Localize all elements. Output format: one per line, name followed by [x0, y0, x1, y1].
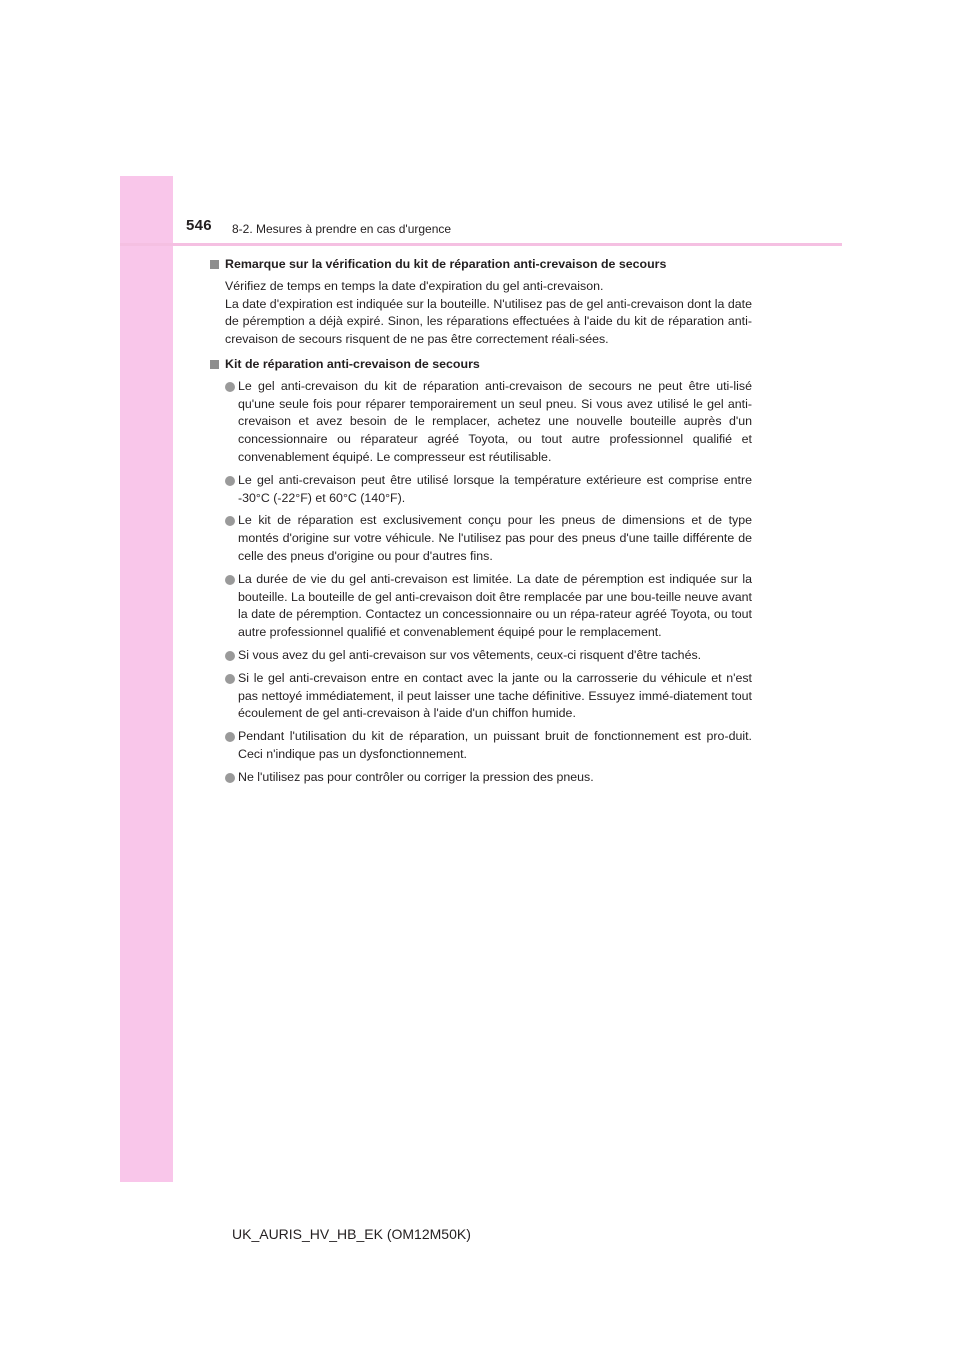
list-item [210, 670, 752, 723]
round-bullet-icon [225, 516, 235, 526]
round-bullet-icon [225, 575, 235, 585]
list-item-text: Si le gel anti-crevaison entre en contact avec la jante ou la carrosserie du véhicule et n'est pas nettoyé immédiatement, il peut laisser une tache définitive. Essuyez immé-diatement tout écoulement de gel anti-crevaison à l'aide d'un chiffon humide. [238, 670, 752, 721]
round-bullet-icon [225, 382, 235, 392]
bullet-list [210, 378, 752, 787]
paragraph-line: La date d'expiration est indiquée sur la bouteille. N'utilisez pas de gel anti-crevaison dont la date de péremption a déjà expiré. Sinon, les réparations effectuées à l'aide du kit de réparation anti-crevaison de secours risquent de ne pas être correctement réali-sées. [225, 296, 752, 347]
list-item-text: Pendant l'utilisation du kit de réparation, un puissant bruit de fonctionnement est pro-duit. Ceci n'indique pas un dysfonctionnement. [238, 729, 752, 761]
list-item [210, 571, 752, 642]
side-tab-bar [120, 176, 173, 1182]
list-item [210, 512, 752, 565]
round-bullet-icon [225, 732, 235, 742]
round-bullet-icon [225, 651, 235, 661]
list-item-text: Ne l'utilisez pas pour contrôler ou corriger la pression des pneus. [238, 769, 594, 784]
list-item-text: Le gel anti-crevaison peut être utilisé lorsque la température extérieure est comprise entre -30°C (-22°F) et 60°C (140°F). [238, 472, 752, 505]
list-item [210, 472, 752, 508]
square-bullet-icon [210, 260, 219, 269]
header-divider [120, 243, 842, 246]
round-bullet-icon [225, 773, 235, 783]
list-item [210, 647, 752, 665]
page-content [210, 256, 752, 794]
section-spare-kit [210, 356, 752, 787]
section-spare-kit-check [210, 256, 752, 349]
model-code-footer: UK_AURIS_HV_HB_EK (OM12M50K) [232, 1226, 471, 1242]
section-title: 8-2. Mesures à prendre en cas d'urgence [232, 222, 452, 236]
section-heading [210, 356, 752, 374]
paragraph-line: Vérifiez de temps en temps la date d'expiration du gel anti-crevaison. [225, 278, 604, 293]
list-item-text: La durée de vie du gel anti-crevaison est limitée. La date de péremption est indiquée sur la bouteille. La bouteille de gel anti-crevaison doit être remplacée par une bou-teille neuve avant la date de péremption. Contactez un concessionnaire ou un répa-rateur agréé Toyota, ou tout autre professionnel qualifié et convenablement équipé pour le remplacement. [238, 571, 752, 640]
round-bullet-icon [225, 476, 235, 486]
page-number: 546 [186, 217, 212, 234]
section-heading-text: Kit de réparation anti-crevaison de secours [225, 356, 480, 371]
section-heading [210, 256, 752, 274]
list-item-text: Le gel anti-crevaison du kit de réparation anti-crevaison de secours ne peut être uti-lisé qu'une seule fois pour réparer temporairement un seul pneu. Si vous avez utilisé le gel anti-crevaison et avez besoin de le remplacer, achetez une nouvelle bouteille auprès d'un concessionnaire ou réparateur agréé Toyota, ou tout autre professionnel qualifié et convenablement équipé. Le compresseur est réutilisable. [238, 378, 752, 464]
round-bullet-icon [225, 674, 235, 684]
list-item [210, 378, 752, 467]
list-item-text: Si vous avez du gel anti-crevaison sur vos vêtements, ceux-ci risquent d'être tachés. [238, 647, 702, 662]
section-heading-text: Remarque sur la vérification du kit de réparation anti-crevaison de secours [225, 257, 667, 271]
section-paragraph [210, 278, 752, 349]
list-item-text: Le kit de réparation est exclusivement conçu pour les pneus de dimensions et de type montés d'origine sur votre véhicule. Ne l'utilisez pas pour des pneus d'une taille différente de celle des pneus d'origine ou pour d'autres fins. [238, 513, 752, 563]
list-item [210, 728, 752, 764]
list-item [210, 769, 752, 787]
square-bullet-icon [210, 360, 219, 369]
